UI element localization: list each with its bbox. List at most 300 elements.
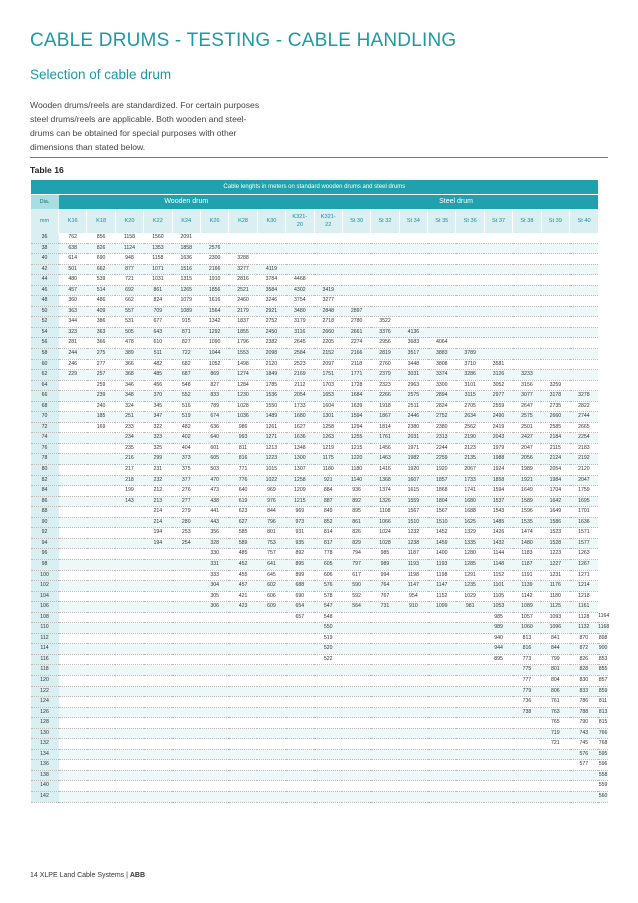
length-cell (371, 306, 399, 317)
length-cell (144, 581, 172, 592)
length-cell (541, 317, 569, 328)
length-cell (342, 623, 370, 634)
length-cell: 1701 (570, 507, 599, 518)
length-cell (371, 760, 399, 771)
length-cell: 2313 (428, 433, 456, 444)
length-cell: 602 (257, 581, 285, 592)
diameter-cell: 114 (31, 644, 59, 655)
length-cell (172, 707, 200, 718)
length-cell: 1616 (200, 296, 228, 307)
length-cell: 3116 (286, 327, 314, 338)
table-row (31, 707, 609, 718)
length-cell: 826 (570, 654, 599, 665)
page-footer (30, 872, 145, 879)
length-cell: 3179 (286, 317, 314, 328)
length-cell: 1979 (484, 443, 512, 454)
length-cell: 1148 (484, 559, 512, 570)
table-row (31, 296, 609, 307)
length-cell: 816 (229, 454, 257, 465)
length-cell: 640 (229, 486, 257, 497)
length-cell (144, 686, 172, 697)
length-cell: 985 (371, 549, 399, 560)
length-cell (484, 718, 512, 729)
length-cell (257, 770, 285, 781)
length-cell: 2112 (286, 380, 314, 391)
length-cell: 2848 (314, 306, 342, 317)
length-cell: 366 (87, 338, 115, 349)
length-cell (172, 654, 200, 665)
length-cell: 324 (115, 401, 143, 412)
length-cell (456, 254, 484, 265)
length-cell: 763 (541, 707, 569, 718)
length-cell (200, 686, 228, 697)
length-cell (399, 707, 427, 718)
table-row (31, 781, 609, 792)
length-cell: 550 (314, 623, 342, 634)
diameter-cell: 120 (31, 675, 59, 686)
length-cell (257, 728, 285, 739)
length-cell (200, 612, 228, 623)
length-cell: 1220 (342, 454, 370, 465)
intro-line: drums can be obtained for special purposes with other (30, 128, 237, 138)
length-cell (484, 327, 512, 338)
length-cell: 804 (541, 675, 569, 686)
length-cell (484, 254, 512, 265)
length-cell: 765 (541, 718, 569, 729)
length-cell: 790 (570, 718, 599, 729)
length-cell: 2819 (371, 349, 399, 360)
length-cell: 485 (144, 370, 172, 381)
length-cell (87, 465, 115, 476)
length-cell (456, 697, 484, 708)
length-cell: 2660 (314, 327, 342, 338)
length-cell: 1147 (399, 581, 427, 592)
diameter-cell: 76 (31, 443, 59, 454)
length-cell: 690 (87, 254, 115, 265)
length-cell: 1400 (428, 549, 456, 560)
length-cell (428, 327, 456, 338)
length-cell (484, 675, 512, 686)
length-cell (87, 781, 115, 792)
length-cell (456, 781, 484, 792)
length-cell: 4468 (286, 275, 314, 286)
length-cell (286, 243, 314, 254)
length-cell: 520 (314, 644, 342, 655)
length-cell (172, 791, 200, 802)
length-cell: 816 (513, 644, 541, 655)
length-cell (87, 475, 115, 486)
length-cell (456, 791, 484, 802)
length-cell: 773 (513, 654, 541, 665)
length-cell: 2660 (541, 412, 569, 423)
length-cell (200, 781, 228, 792)
length-cell: 687 (172, 370, 200, 381)
length-cell: 511 (144, 349, 172, 360)
length-cell: 3126 (484, 370, 512, 381)
length-cell: 1124 (115, 243, 143, 254)
length-cell (314, 739, 342, 750)
length-cell (399, 770, 427, 781)
length-cell (342, 770, 370, 781)
length-cell: 623 (229, 507, 257, 518)
length-cell: 986 (229, 422, 257, 433)
length-cell: 898 (598, 633, 608, 644)
length-cell: 849 (314, 507, 342, 518)
length-cell (314, 264, 342, 275)
length-cell (513, 264, 541, 275)
length-cell: 826 (342, 528, 370, 539)
length-cell: 1164 (598, 612, 608, 623)
length-cell: 2460 (229, 296, 257, 307)
length-cell (314, 760, 342, 771)
length-cell: 306 (200, 602, 228, 613)
length-cell: 1589 (513, 496, 541, 507)
length-cell: 1858 (484, 475, 512, 486)
length-cell: 1577 (570, 538, 599, 549)
length-cell (229, 612, 257, 623)
length-cell: 1158 (115, 233, 143, 243)
length-cell: 1489 (257, 412, 285, 423)
table-row (31, 391, 609, 402)
length-cell (399, 623, 427, 634)
length-cell: 1258 (286, 475, 314, 486)
length-cell: 1066 (371, 517, 399, 528)
length-cell: 1168 (598, 623, 608, 634)
length-cell (172, 770, 200, 781)
length-cell: 1231 (541, 570, 569, 581)
length-cell: 1227 (541, 559, 569, 570)
length-cell (484, 791, 512, 802)
length-cell (229, 233, 257, 243)
length-cell: 2977 (484, 391, 512, 402)
length-cell (314, 707, 342, 718)
length-cell (399, 296, 427, 307)
length-cell: 557 (115, 306, 143, 317)
length-cell: 1368 (371, 475, 399, 486)
length-cell: 1280 (456, 549, 484, 560)
length-cell (428, 264, 456, 275)
length-cell: 576 (314, 581, 342, 592)
table-row (31, 327, 609, 338)
length-cell: 404 (172, 443, 200, 454)
length-cell: 1607 (399, 475, 427, 486)
length-cell (541, 285, 569, 296)
length-cell (200, 739, 228, 750)
length-cell (428, 254, 456, 265)
length-cell (144, 665, 172, 676)
length-cell (456, 264, 484, 275)
length-cell: 3376 (371, 327, 399, 338)
length-cell: 259 (87, 380, 115, 391)
length-cell (428, 675, 456, 686)
length-cell: 985 (484, 612, 512, 623)
divider (30, 157, 608, 158)
length-cell (87, 538, 115, 549)
length-cell: 861 (144, 285, 172, 296)
length-cell: 826 (87, 243, 115, 254)
length-cell (59, 391, 87, 402)
length-cell: 1274 (229, 370, 257, 381)
length-cell: 1161 (570, 602, 599, 613)
length-cell (59, 633, 87, 644)
length-cell (456, 633, 484, 644)
length-cell: 1416 (371, 465, 399, 476)
length-cell: 2661 (342, 327, 370, 338)
length-cell: 674 (200, 412, 228, 423)
length-cell: 325 (144, 443, 172, 454)
length-cell: 3522 (371, 317, 399, 328)
length-cell: 2179 (229, 306, 257, 317)
length-cell: 2822 (570, 401, 599, 412)
length-cell (371, 623, 399, 634)
length-cell (200, 707, 228, 718)
length-cell (484, 697, 512, 708)
length-cell: 1480 (513, 538, 541, 549)
length-cell: 1271 (257, 433, 285, 444)
length-cell: 2166 (342, 349, 370, 360)
length-cell: 1560 (144, 233, 172, 243)
length-cell: 993 (229, 433, 257, 444)
intro-line: steel drums/reels are applicable. Both wooden and steel- (30, 114, 247, 124)
length-cell (428, 749, 456, 760)
length-cell (172, 559, 200, 570)
length-cell: 2259 (428, 454, 456, 465)
length-cell (399, 612, 427, 623)
table-row (31, 654, 609, 665)
length-cell: 577 (570, 760, 599, 771)
length-cell (399, 233, 427, 243)
length-cell: 1615 (399, 486, 427, 497)
length-cell: 2047 (570, 475, 599, 486)
length-cell: 969 (286, 507, 314, 518)
length-cell: 817 (314, 538, 342, 549)
length-cell (371, 718, 399, 729)
table-row (31, 770, 609, 781)
length-cell: 457 (59, 285, 87, 296)
length-cell (229, 697, 257, 708)
length-cell: 1586 (541, 517, 569, 528)
length-cell (342, 275, 370, 286)
column-header: K20 (115, 209, 143, 233)
length-cell (484, 770, 512, 781)
length-cell (229, 243, 257, 254)
length-cell: 743 (570, 728, 599, 739)
length-cell: 2184 (541, 433, 569, 444)
length-cell (342, 233, 370, 243)
length-cell (342, 686, 370, 697)
length-cell: 1348 (286, 443, 314, 454)
length-cell: 4136 (399, 327, 427, 338)
length-cell (172, 591, 200, 602)
length-cell (229, 665, 257, 676)
length-cell: 884 (314, 486, 342, 497)
length-cell: 1099 (428, 602, 456, 613)
length-cell: 2744 (570, 412, 599, 423)
length-cell: 1536 (257, 391, 285, 402)
length-cell: 788 (570, 707, 599, 718)
table-row (31, 401, 609, 412)
length-cell (342, 728, 370, 739)
table-row (31, 264, 609, 275)
length-cell: 1485 (484, 517, 512, 528)
length-cell: 856 (87, 233, 115, 243)
length-cell: 1315 (172, 275, 200, 286)
length-cell (87, 760, 115, 771)
length-cell: 1187 (399, 549, 427, 560)
length-cell (428, 686, 456, 697)
length-cell: 1029 (456, 591, 484, 602)
length-cell: 1193 (399, 559, 427, 570)
length-cell: 214 (144, 507, 172, 518)
length-cell: 786 (570, 697, 599, 708)
length-cell: 389 (115, 349, 143, 360)
length-cell: 1703 (314, 380, 342, 391)
diameter-cell: 90 (31, 517, 59, 528)
length-cell (59, 665, 87, 676)
length-cell (59, 697, 87, 708)
diameter-cell: 82 (31, 475, 59, 486)
length-cell (87, 728, 115, 739)
length-cell: 1918 (371, 401, 399, 412)
length-cell: 503 (200, 465, 228, 476)
length-cell (115, 549, 143, 560)
column-header: K22 (144, 209, 172, 233)
table-row (31, 317, 609, 328)
length-cell: 1209 (286, 486, 314, 497)
length-cell (115, 770, 143, 781)
length-cell (257, 665, 285, 676)
length-cell: 1456 (371, 443, 399, 454)
length-cell: 2419 (484, 422, 512, 433)
length-cell: 1920 (399, 465, 427, 476)
length-cell: 275 (87, 349, 115, 360)
length-cell (257, 781, 285, 792)
length-cell: 559 (598, 781, 608, 792)
length-cell: 3031 (399, 370, 427, 381)
length-cell: 2056 (513, 454, 541, 465)
length-cell: 3448 (399, 359, 427, 370)
length-cell: 3883 (428, 349, 456, 360)
table-row (31, 686, 609, 697)
length-cell: 617 (342, 570, 370, 581)
length-cell: 2300 (200, 254, 228, 265)
table-row (31, 549, 609, 560)
length-cell: 470 (200, 475, 228, 486)
column-header: St 35 (428, 209, 456, 233)
length-cell: 2562 (456, 422, 484, 433)
length-cell (399, 285, 427, 296)
length-cell (144, 633, 172, 644)
table-row (31, 338, 609, 349)
length-cell (484, 306, 512, 317)
length-cell: 1550 (257, 401, 285, 412)
length-cell: 2115 (541, 443, 569, 454)
length-cell: 871 (172, 327, 200, 338)
steel-drum-header: Steel drum (314, 195, 598, 210)
length-cell: 1452 (428, 528, 456, 539)
length-cell: 3784 (257, 275, 285, 286)
length-cell: 1223 (257, 454, 285, 465)
length-cell: 322 (144, 422, 172, 433)
column-header: St 36 (456, 209, 484, 233)
length-cell: 1291 (456, 570, 484, 581)
length-cell: 2511 (399, 401, 427, 412)
length-cell (87, 559, 115, 570)
length-cell: 514 (87, 285, 115, 296)
table-row (31, 254, 609, 265)
length-cell: 4302 (286, 285, 314, 296)
length-cell: 1642 (541, 496, 569, 507)
length-cell (87, 433, 115, 444)
length-cell (570, 285, 599, 296)
length-cell (541, 791, 569, 802)
length-cell: 828 (570, 665, 599, 676)
length-cell (87, 528, 115, 539)
length-cell: 1152 (428, 591, 456, 602)
length-cell (513, 781, 541, 792)
length-cell: 2752 (428, 412, 456, 423)
length-cell: 709 (144, 306, 172, 317)
length-cell: 1804 (428, 496, 456, 507)
column-header: St 32 (371, 209, 399, 233)
length-cell: 1474 (513, 528, 541, 539)
length-cell: 2047 (513, 443, 541, 454)
length-cell (513, 275, 541, 286)
length-cell (513, 338, 541, 349)
length-cell: 2254 (570, 433, 599, 444)
length-cell (286, 728, 314, 739)
length-cell: 485 (229, 549, 257, 560)
length-cell (144, 591, 172, 602)
length-cell: 1796 (229, 338, 257, 349)
length-cell (399, 728, 427, 739)
length-cell: 1553 (229, 349, 257, 360)
length-cell (172, 581, 200, 592)
length-cell: 1510 (428, 517, 456, 528)
length-cell: 280 (172, 517, 200, 528)
column-header: St 34 (399, 209, 427, 233)
length-cell (115, 517, 143, 528)
section-subtitle: Selection of cable drum (30, 67, 172, 82)
length-cell (144, 749, 172, 760)
length-cell (342, 707, 370, 718)
length-cell (87, 517, 115, 528)
length-cell (59, 770, 87, 781)
length-cell (115, 623, 143, 634)
length-cell (541, 254, 569, 265)
length-cell (428, 623, 456, 634)
length-cell: 1459 (428, 538, 456, 549)
length-cell: 610 (144, 338, 172, 349)
length-cell (314, 718, 342, 729)
length-cell: 1265 (172, 285, 200, 296)
length-cell: 3101 (456, 380, 484, 391)
length-cell: 1571 (570, 528, 599, 539)
length-cell (484, 264, 512, 275)
length-cell (286, 697, 314, 708)
length-cell: 824 (144, 296, 172, 307)
column-header: K28 (229, 209, 257, 233)
length-cell: 1235 (456, 581, 484, 592)
length-cell: 662 (87, 264, 115, 275)
length-cell: 218 (115, 475, 143, 486)
length-cell (172, 665, 200, 676)
length-cell: 677 (144, 317, 172, 328)
length-cell (456, 338, 484, 349)
length-cell: 1559 (399, 496, 427, 507)
length-cell: 2735 (541, 401, 569, 412)
length-cell: 254 (172, 538, 200, 549)
